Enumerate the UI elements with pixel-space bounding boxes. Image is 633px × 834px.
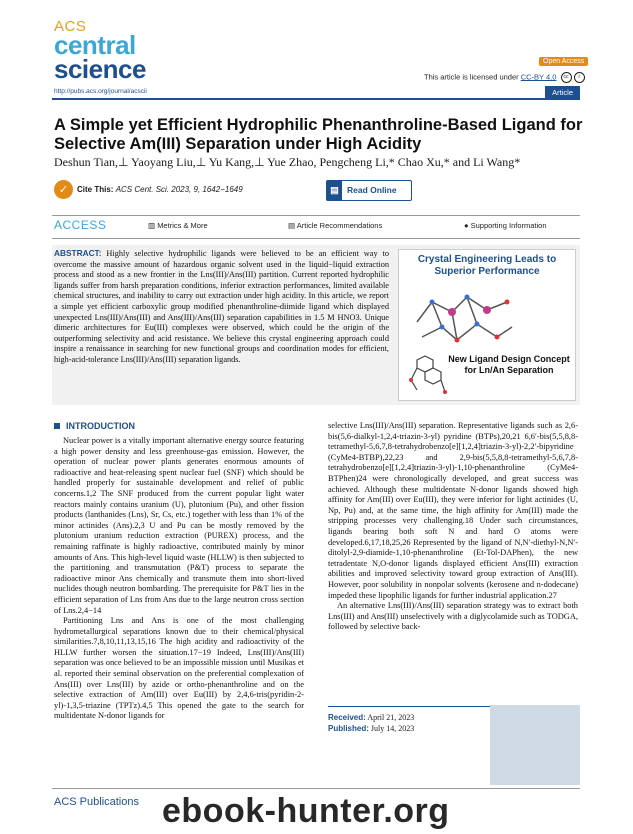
license-link[interactable]: CC-BY 4.0 xyxy=(520,72,557,82)
paragraph: Partitioning Lns and Ans is one of the most challenging hydrometallurgical separations known due to their chemical/physical similarities.7,8,10,11,13,15,16 The high acidity and radioactivity of the HLLW further worsen the situation.17−19 Indeed, Lns(III)/Ans(III) separation was once believed to be an impossible mission until Musikas et al. reported their seminal observation on the preferential complexation of Ans(III) over Lns(III) by azide or ortho-phenanthroline and on the selective extraction of Am(III) over Eu(III) by 2,4,6-tris(pyridin-2-yl)-1,3,5-triazine (TPTz).4,5 This opened the gate to the search for multidentate N-donor ligands for xyxy=(54,616,304,721)
license-line: This article is licensed under CC-BY 4.0 cc i xyxy=(424,72,585,83)
paragraph: An alternative Lns(III)/Ans(III) separation strategy was to extract both Lns(III) and Ans(III) unselectively with a diglycolamide such as TODGA, followed by selective back- xyxy=(328,601,578,632)
supporting-info-link[interactable]: ● Supporting Information xyxy=(464,221,547,230)
by-icon: i xyxy=(574,72,585,83)
paragraph: selective Lns(III)/Ans(III) separation. Representative ligands such as 2,6-bis(5,6-dialkyl-1,2,4-triazin-3-yl) pyridine (BTPs),20,21 6,6′-bis(5,5,8,8-tetramethyl-5,6,7,8-tetrahydrobenzo[e][1,2,4]triazin-3-yl)-2,2′-bipyridine (CyMe4-BTBP),22,23 and 2,9-bis(5,5,8,8-tetramethyl-5,6,7,8-tetrahydrobenzo[e][1,2,4]triazin-3-yl)-1,10-phenanthroline (CyMe4-BTPhen)24 were chronologically developed, and great success was achieved. Although these multidentate N-donor ligands showed high affinity for Am(III) over Eu(III), they were inferior for light actinides (U, Np, Pu) and, at the same time, the high affinity for Am(III) made the stripping processes very challenging.18 Under such circumstances, ligands bearing both soft N and hard O atoms were developed.6,17,18,25,26 Represented by the ligand of N,N′-diethyl-N,N′-ditolyl-2,9-diamide-1,10-phenanthroline (Et-Tol-DAPhen), the new tetradentate N,O-donor ligands displayed efficient Ans(III) extraction abilities and improved selectivity toward group extraction of Ans(III). However, poor solubility in nonpolar solvents (kerosene and n-dodecane) impeded these lipophilic ligands for further industrial application.27 xyxy=(328,421,578,600)
acs-publications-logo: ACS Publications xyxy=(54,796,139,808)
access-bar xyxy=(52,215,580,239)
metrics-link[interactable]: ▥ Metrics & More xyxy=(148,221,208,230)
column-right xyxy=(328,421,578,633)
read-online-button[interactable]: ▤ Read Online xyxy=(326,180,412,201)
bar-chart-icon: ▥ xyxy=(148,221,156,230)
publication-dates: Received: April 21, 2023 Published: July 14, 2023 xyxy=(328,706,578,734)
cc-icon: cc xyxy=(561,72,572,83)
column-left xyxy=(54,436,304,722)
access-label: ACCESS xyxy=(54,218,107,232)
toc-graphic: Crystal Engineering Leads to Superior Performance New Ligand Design Concept for Ln/An Separation xyxy=(398,249,576,401)
list-icon: ▤ xyxy=(288,221,296,230)
book-icon: ▤ xyxy=(327,181,342,200)
cite-this[interactable]: ✓ Cite This: ACS Cent. Sci. 2023, 9, 1642−1649 xyxy=(54,180,314,202)
footer-rule xyxy=(52,788,580,789)
molecule-image xyxy=(407,350,449,396)
crystal-structure-image xyxy=(407,282,517,352)
abstract: ABSTRACT: Highly selective hydrophilic ligands were believed to be an efficient way to overcome the massive amount of hazardous organic solvent used in the liquid−liquid extraction process and stood as a new frontier in the Lns(III)/Ans(III) partition. Current reported hydrophilic ligands suffer from harsh preparation conditions, inferior extraction performances, limited available chemical structures, and inability to carry out extraction under high acidity. In this article, we report a simple yet efficient carboxylic group modified phenanthroline-diimide ligand which displayed unexpected Lns(III)/Ans(III) and Ans(III)/Ans(III) separation capabilities in 1.5 M HNO3. Unique dimeric architectures for Eu(III) complexes were observed, which could be the origin of the outperforming selectivity and acid resistance. We believe this crystal engineering approach could inspire a renaissance in searching for new functional groups and coordination modes for efficient, high-acid-tolerance Lns(III)/Ans(III) separation ligands. xyxy=(54,248,389,364)
introduction-heading: INTRODUCTION xyxy=(54,421,135,431)
article-title: A Simple yet Efficient Hydrophilic Phenanthroline-Based Ligand for Selective Am(III) Separation under High Acidity xyxy=(54,116,583,153)
check-icon: ✓ xyxy=(54,180,73,199)
si-icon: ● xyxy=(464,221,469,230)
author-list: Deshun Tian,⊥ Yaoyang Liu,⊥ Yu Kang,⊥ Yue Zhao, Pengcheng Li,* Chao Xu,* and Li Wang* xyxy=(54,155,521,169)
paragraph: Nuclear power is a vitally important alternative energy source featuring a high power density and less greenhouse-gas emission. However, the operation of nuclear power plants generates enormous amounts of radioactive and heat-releasing spent nuclear fuel (SNF) which should be handled properly for sustainable development and relief of public concerns.1,2 The SNF produced from the current popular light water reactors mainly contains uranium (U), plutonium (Pu), and other fission products (lanthanides (Lns), Sr, Cs, etc.) together with less than 1% of the minor actinides (Ans).2,3 U and Pu can be mostly removed by the plutonium uranium reduction extraction (PUREX) process, and the remaining raffinate is highly radioactive, contributed mainly by minor amounts of Ans. This high-level liquid waste (HLLW) is then subjected to the partitioning and transmutation (P&T) process to separate the radioactive minor Ans chemically and transmute them into short-lived nuclides though neutron bombarding. The prerequisite for P&T lies in the efficient separation of Lns from Ans due to the large neutron cross section of Lns.2,4−14 xyxy=(54,436,304,615)
journal-cover-thumbnail xyxy=(490,705,580,785)
article-type-label: Article xyxy=(545,86,580,99)
watermark: ebook-hunter.org xyxy=(162,792,450,830)
journal-logo: ACS central science xyxy=(54,18,146,84)
journal-url[interactable]: http://pubs.acs.org/journal/acscii xyxy=(54,88,147,95)
recommendations-link[interactable]: ▤ Article Recommendations xyxy=(288,221,383,230)
open-access-badge: Open Access xyxy=(539,57,588,66)
